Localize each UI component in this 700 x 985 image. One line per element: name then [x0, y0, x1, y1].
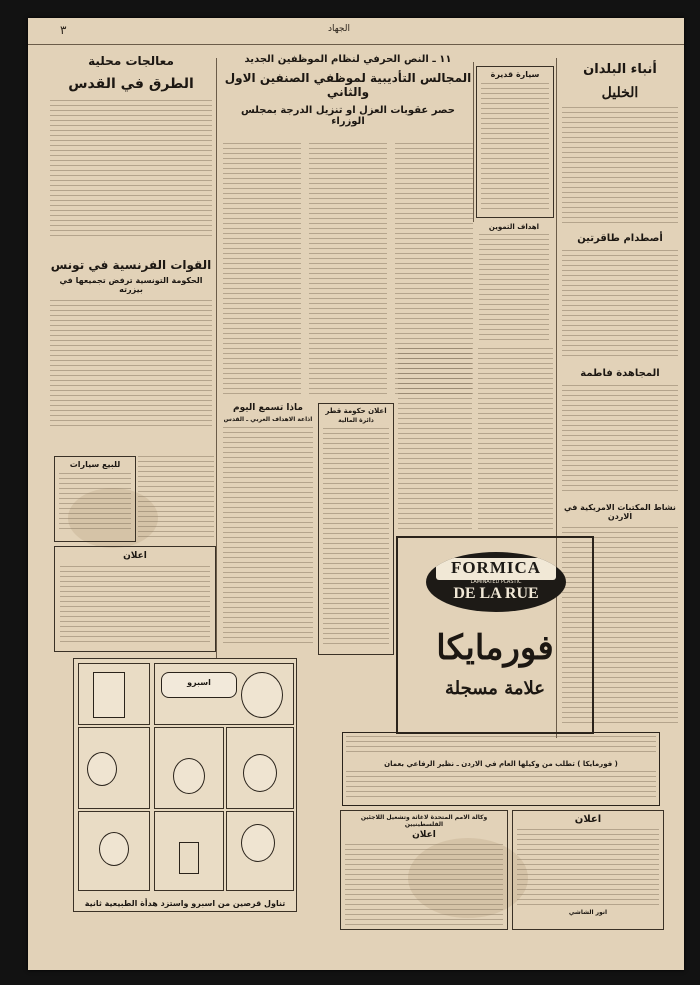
ad-title: اعلان	[123, 551, 147, 561]
person-face-icon	[243, 754, 277, 792]
comic-panel	[154, 663, 294, 725]
aspro-comic-ad	[73, 658, 297, 912]
main-headline-block	[223, 54, 473, 134]
notice-subtitle: دائرة المالية	[338, 417, 374, 424]
radio-subheading: اذاعة الاهداف العربي ـ القدس	[223, 416, 313, 423]
article-headline: الطرق في القدس	[68, 76, 194, 92]
comic-panel	[226, 727, 294, 809]
formica-agent-box	[342, 732, 660, 806]
box-title: اهداف التموين	[488, 223, 540, 231]
column-rule	[473, 62, 474, 222]
box-title: سيارة قديرة	[490, 70, 540, 79]
person-face-icon	[87, 752, 117, 786]
notice-title: وكالة الامم المتحدة لاغاثة وتشغيل اللاجئين الفلسطينيين	[360, 814, 488, 828]
formica-agent: ( فورمايكا ) تطلب من وكيلها العام في الاردن ـ نظير الرفاعي بعمان	[384, 760, 618, 768]
comic-caption: تناول قرصين من اسبرو واستزد هدأة الطبيعية ثانية	[84, 899, 286, 908]
newspaper-page	[28, 18, 684, 970]
article-subheadline: الحكومة التونسية ترفض تجميعها في بيزرته	[59, 276, 203, 294]
headline-top: ١١ ـ النص الحرفي لنظام الموظفين الجديد	[244, 54, 452, 65]
formica-maker: DE LA RUE	[453, 585, 539, 602]
radio-heading: ماذا تسمع اليوم	[232, 403, 304, 413]
comic-panel	[226, 811, 294, 891]
news-box-supply	[476, 223, 552, 343]
article-body	[138, 456, 214, 540]
news-heading: نشاط المكتبات الامريكية في الاردن	[564, 503, 676, 521]
formica-brand: FORMICA	[450, 558, 542, 577]
article-headline: القوات الفرنسية في تونس	[50, 258, 212, 272]
radio-schedule	[223, 403, 313, 653]
ad-title: للبيع سيارات	[69, 460, 121, 469]
notice-right	[512, 810, 664, 930]
tunis-news	[50, 258, 212, 448]
headline-main: المجالس التأديبية لموظفي الصنفين الاول والثاني	[224, 71, 472, 99]
column-right-title: أنباء البلدان	[583, 62, 657, 77]
news-heading: المجاهدة فاطمة	[580, 368, 660, 379]
comic-panel	[154, 811, 224, 891]
formica-ad	[396, 536, 594, 734]
person-face-icon	[241, 824, 275, 862]
comic-panel	[78, 811, 150, 891]
column-rule	[216, 58, 217, 658]
speech-bubble	[161, 672, 237, 698]
comic-panel	[78, 663, 150, 725]
notice-title: اعلان	[574, 814, 602, 825]
man-face-icon	[241, 672, 283, 718]
news-box-car	[476, 66, 554, 218]
notice-subtitle: اعلان	[412, 830, 436, 840]
comic-panel	[78, 727, 150, 809]
article-body	[398, 348, 553, 533]
section-title: معالجات محلية	[88, 54, 174, 68]
city-heading: الخليل	[601, 85, 639, 101]
local-news	[50, 54, 212, 254]
notice-qatar	[318, 403, 394, 655]
aspro-pack-icon	[93, 672, 125, 718]
glass-icon	[179, 842, 199, 874]
comic-panel	[154, 727, 224, 809]
formica-sub: LAMINATED PLASTIC	[470, 579, 522, 585]
page-header	[28, 18, 684, 45]
person-face-icon	[173, 758, 205, 794]
notice-title: اعلان حكومة قطر	[325, 407, 387, 415]
formica-logo	[426, 552, 566, 612]
comic-brand: اسبرو	[187, 678, 211, 687]
headline-sub: حصر عقوبات العزل او تنزيل الدرجة بمجلس الوزراء	[240, 105, 455, 127]
notice-signature: انور الشاشي	[568, 909, 608, 916]
news-heading: أصطدام طاقرتين	[577, 233, 663, 244]
ad-cars-for-sale	[54, 456, 136, 542]
ad-notice	[54, 546, 216, 652]
page-number: ٣	[60, 23, 67, 37]
formica-arabic: فورمايكا	[436, 628, 554, 668]
newspaper-name: الجهاد	[328, 24, 350, 34]
person-face-icon	[99, 832, 129, 866]
formica-tagline: علامة مسجلة	[445, 678, 545, 699]
unrwa-notice	[340, 810, 508, 930]
